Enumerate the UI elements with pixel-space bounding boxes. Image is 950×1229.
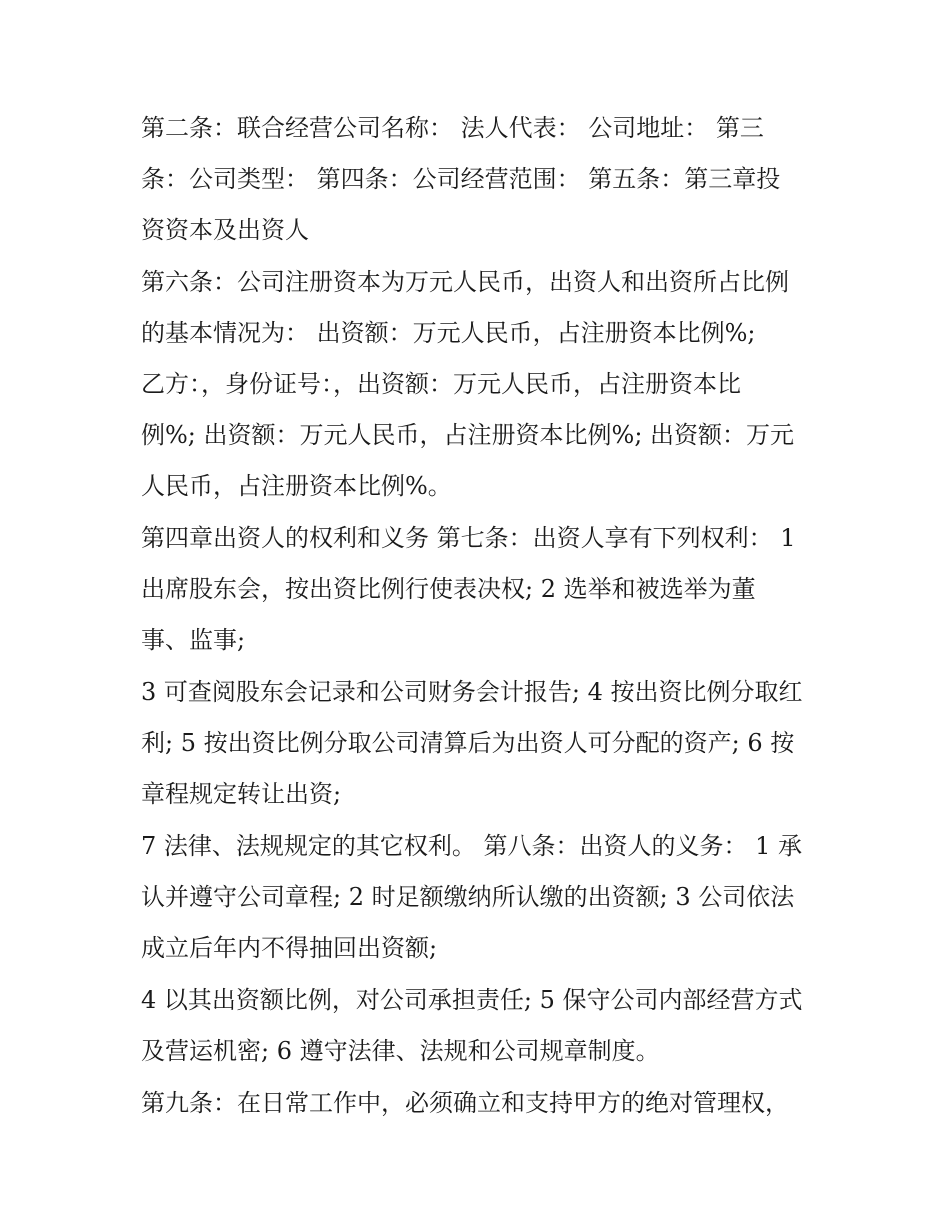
- text-line: 第九条：在日常工作中，必须确立和支持甲方的绝对管理权，: [141, 1089, 789, 1117]
- text-line: 3 可查阅股东会记录和公司财务会计报告; 4 按出资比例分取红: [141, 678, 803, 706]
- document-body: [141, 103, 813, 1130]
- text-line: 资资本及出资人: [141, 216, 309, 244]
- text-line: 人民币，占注册资本比例%。: [141, 472, 452, 500]
- text-line: 出席股东会，按出资比例行使表决权; 2 选举和被选举为董: [141, 575, 756, 603]
- text-line: 4 以其出资额比例，对公司承担责任; 5 保守公司内部经营方式: [141, 986, 803, 1014]
- paragraph-article-9: [141, 1078, 813, 1129]
- paragraph-articles-2-5: [141, 103, 813, 256]
- text-line: 事、监事;: [141, 626, 246, 654]
- text-line: 成立后年内不得抽回出资额;: [141, 934, 438, 962]
- paragraph-chapter-4-article-7: [141, 513, 813, 666]
- text-line: 例%; 出资额：万元人民币，占注册资本比例%; 出资额：万元: [141, 421, 795, 449]
- text-line: 7 法律、法规规定的其它权利。 第八条：出资人的义务： 1 承: [141, 832, 803, 860]
- paragraph-rights-3-6: [141, 667, 813, 820]
- text-line: 第四章出资人的权利和义务 第七条：出资人享有下列权利： 1: [141, 524, 796, 552]
- text-line: 第二条：联合经营公司名称： 法人代表： 公司地址： 第三: [141, 114, 764, 142]
- text-line: 乙方：，身份证号：，出资额：万元人民币，占注册资本比: [141, 370, 741, 398]
- paragraph-article-8: [141, 821, 813, 974]
- text-line: 利; 5 按出资比例分取公司清算后为出资人可分配的资产; 6 按: [141, 729, 795, 757]
- text-line: 认并遵守公司章程; 2 时足额缴纳所认缴的出资额; 3 公司依法: [141, 883, 795, 911]
- text-line: 章程规定转让出资;: [141, 780, 342, 808]
- text-line: 的基本情况为： 出资额：万元人民币，占注册资本比例%;: [141, 319, 756, 347]
- text-line: 条：公司类型： 第四条：公司经营范围： 第五条：第三章投: [141, 165, 781, 193]
- text-line: 及营运机密; 6 遵守法律、法规和公司规章制度。: [141, 1037, 660, 1065]
- paragraph-duties-4-6: [141, 975, 813, 1077]
- paragraph-article-6: [141, 257, 813, 512]
- text-line: 第六条：公司注册资本为万元人民币，出资人和出资所占比例: [141, 268, 789, 296]
